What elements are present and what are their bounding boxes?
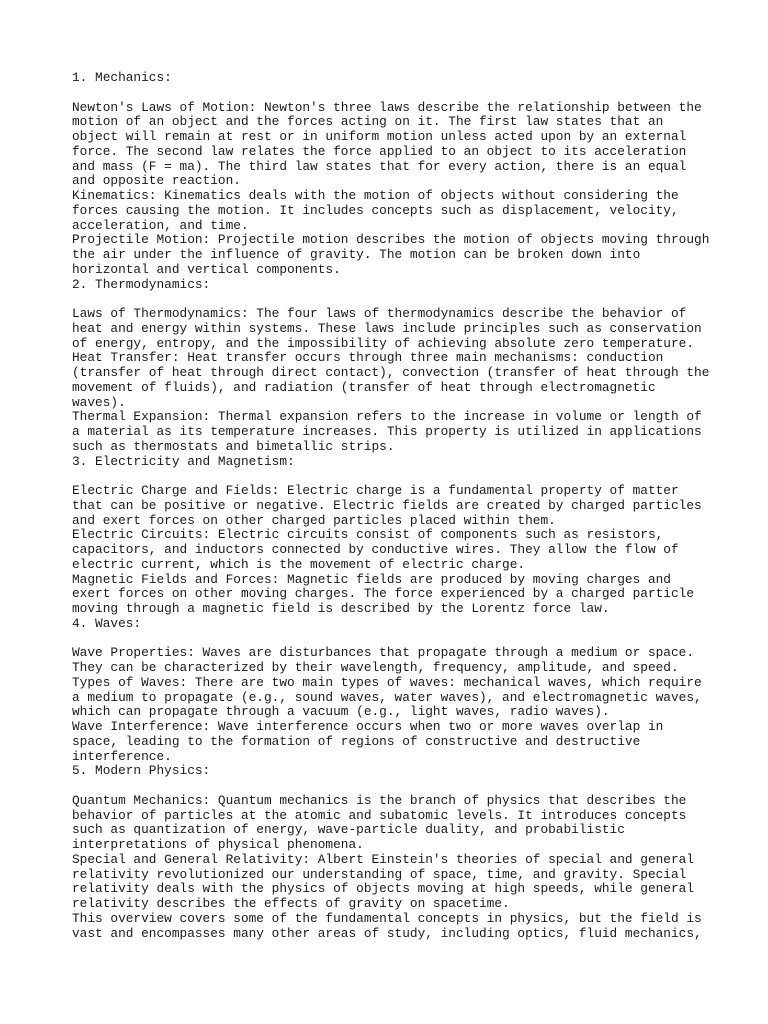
section-heading: 3. Electricity and Magnetism: bbox=[72, 453, 295, 469]
text-line: Laws of Thermodynamics: The four laws of thermodynamics describe the behavior of bbox=[72, 306, 687, 321]
section bbox=[72, 617, 712, 765]
paragraph bbox=[72, 101, 712, 190]
text-line: This overview covers some of the fundamental concepts in physics, but the field is bbox=[72, 910, 702, 926]
text-line: and exert forces on other charged particles placed within them. bbox=[72, 512, 556, 528]
text-line: Electric Charge and Fields: Electric charge is a fundamental property of matter bbox=[72, 483, 679, 498]
section-heading: 4. Waves: bbox=[72, 615, 142, 631]
paragraph bbox=[72, 233, 712, 277]
text-line: relativity revolutionized our understanding of space, time, and gravity. Special bbox=[72, 866, 687, 882]
section-heading: 2. Thermodynamics: bbox=[72, 276, 211, 292]
paragraph bbox=[72, 794, 712, 853]
paragraph bbox=[72, 307, 712, 351]
text-line: relativity deals with the physics of objects moving at high speeds, while general bbox=[72, 881, 695, 897]
text-line: (transfer of heat through direct contact), convection (transfer of heat through the bbox=[72, 365, 710, 380]
blank-line bbox=[72, 292, 712, 307]
text-line: a medium to propagate (e.g., sound waves, water waves), and electromagnetic waves, bbox=[72, 689, 702, 705]
paragraph bbox=[72, 351, 712, 410]
section-heading: 1. Mechanics: bbox=[72, 70, 172, 85]
text-line: forces causing the motion. It includes concepts such as displacement, velocity, bbox=[72, 202, 679, 218]
text-line: the air under the influence of gravity. The motion can be broken down into bbox=[72, 247, 641, 262]
text-line: a material as its temperature increases. This property is utilized in applications bbox=[72, 424, 702, 439]
section bbox=[72, 71, 712, 278]
paragraph bbox=[72, 573, 712, 617]
section-heading: 5. Modern Physics: bbox=[72, 763, 211, 779]
text-line: such as thermostats and bimetallic strips. bbox=[72, 438, 395, 454]
text-line: Kinematics: Kinematics deals with the motion of objects without considering the bbox=[72, 188, 679, 203]
blank-line bbox=[72, 632, 712, 647]
text-line: exert forces on other moving charges. The force experienced by a charged particle bbox=[72, 586, 695, 602]
text-line: Electric Circuits: Electric circuits consist of components such as resistors, bbox=[72, 527, 664, 543]
paragraph bbox=[72, 720, 712, 764]
text-line: motion of an object and the forces acting on it. The first law states that an bbox=[72, 114, 664, 130]
paragraph bbox=[72, 189, 712, 233]
text-line: interpretations of physical phenomena. bbox=[72, 837, 364, 852]
blank-line bbox=[72, 469, 712, 484]
paragraph bbox=[72, 484, 712, 528]
text-line: Projectile Motion: Projectile motion describes the motion of objects moving through bbox=[72, 232, 710, 248]
text-line: such as quantization of energy, wave-particle duality, and probabilistic bbox=[72, 822, 625, 838]
text-line: Wave Properties: Waves are disturbances that propagate through a medium or space. bbox=[72, 645, 695, 661]
section bbox=[72, 278, 712, 455]
text-line: space, leading to the formation of regions of constructive and destructive bbox=[72, 733, 641, 749]
text-line: interference. bbox=[72, 748, 172, 764]
text-line: moving through a magnetic field is described by the Lorentz force law. bbox=[72, 601, 610, 616]
text-line: Newton's Laws of Motion: Newton's three laws describe the relationship between the bbox=[72, 99, 702, 115]
paragraph bbox=[72, 676, 712, 720]
text-line: horizontal and vertical components. bbox=[72, 261, 341, 277]
text-line: which can propagate through a vacuum (e.g., light waves, radio waves). bbox=[72, 704, 610, 720]
text-line: movement of fluids), and radiation (transfer of heat through electromagnetic bbox=[72, 379, 656, 395]
paragraph bbox=[72, 853, 712, 912]
text-line: that can be positive or negative. Electric fields are created by charged particles bbox=[72, 497, 702, 513]
text-line: heat and energy within systems. These laws include principles such as conservation bbox=[72, 320, 702, 336]
text-line: Special and General Relativity: Albert Einstein's theories of special and general bbox=[72, 851, 695, 867]
text-line: Thermal Expansion: Thermal expansion refers to the increase in volume or length of bbox=[72, 409, 702, 425]
paragraph bbox=[72, 912, 712, 942]
text-line: and mass (F = ma). The third law states that for every action, there is an equal bbox=[72, 158, 687, 174]
text-line: Magnetic Fields and Forces: Magnetic fields are produced by moving charges and bbox=[72, 571, 671, 587]
paragraph bbox=[72, 410, 712, 454]
text-line: object will remain at rest or in uniform motion unless acted upon by an external bbox=[72, 129, 687, 144]
blank-line bbox=[72, 779, 712, 794]
blank-line bbox=[72, 86, 712, 101]
text-line: Wave Interference: Wave interference occurs when two or more waves overlap in bbox=[72, 719, 664, 734]
text-line: acceleration, and time. bbox=[72, 217, 249, 233]
text-line: Quantum Mechanics: Quantum mechanics is the branch of physics that describes the bbox=[72, 792, 687, 808]
text-line: force. The second law relates the force applied to an object to its acceleration bbox=[72, 143, 687, 159]
text-line: waves). bbox=[72, 394, 126, 410]
text-line: Heat Transfer: Heat transfer occurs through three main mechanisms: conduction bbox=[72, 350, 664, 366]
text-line: They can be characterized by their wavelength, frequency, amplitude, and speed. bbox=[72, 660, 679, 675]
text-line: vast and encompasses many other areas of study, including optics, fluid mechanics, bbox=[72, 925, 702, 941]
text-line: capacitors, and inductors connected by conductive wires. They allow the flow of bbox=[72, 542, 679, 557]
section bbox=[72, 764, 712, 941]
text-line: electric current, which is the movement of electric charge. bbox=[72, 556, 526, 572]
text-line: of energy, entropy, and the impossibility of achieving absolute zero temperature. bbox=[72, 335, 695, 351]
paragraph bbox=[72, 646, 712, 676]
text-line: Types of Waves: There are two main types of waves: mechanical waves, which require bbox=[72, 674, 702, 690]
text-line: relativity describes the effects of gravity on spacetime. bbox=[72, 896, 510, 911]
document-page bbox=[72, 71, 712, 941]
text-line: and opposite reaction. bbox=[72, 173, 241, 189]
section bbox=[72, 455, 712, 617]
text-line: behavior of particles at the atomic and subatomic levels. It introduces concepts bbox=[72, 807, 687, 823]
paragraph bbox=[72, 528, 712, 572]
